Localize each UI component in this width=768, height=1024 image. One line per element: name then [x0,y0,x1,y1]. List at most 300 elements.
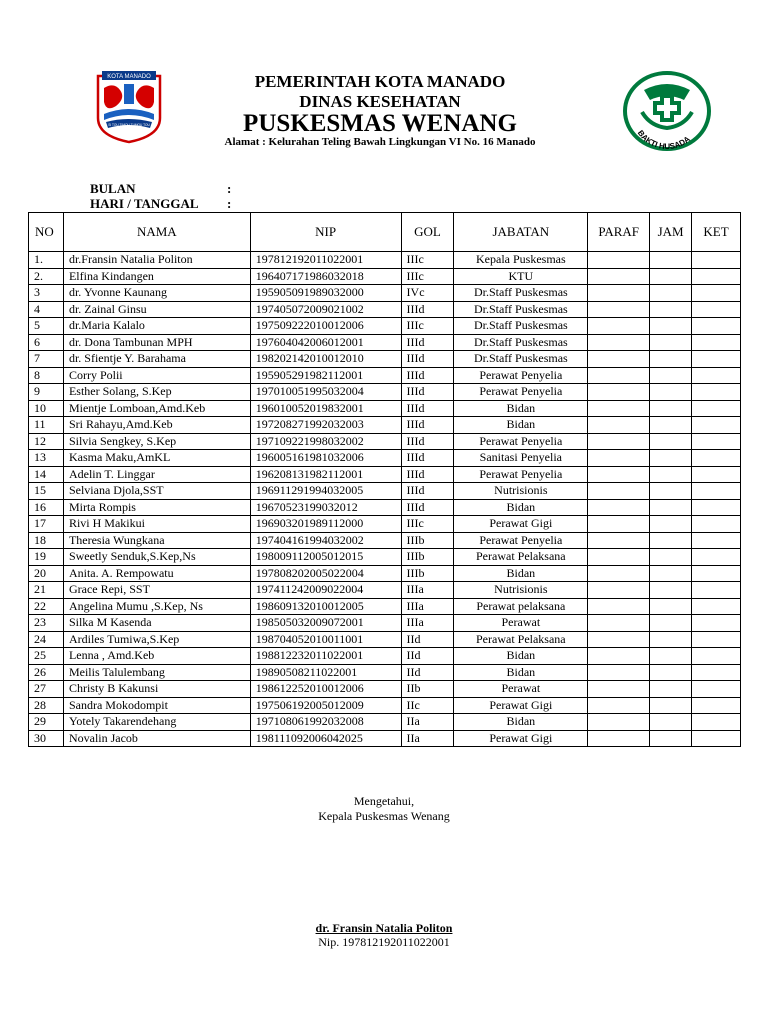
cell-nip: 198111092006042025 [250,730,401,747]
table-row [29,318,741,335]
cell-gol: IIId [401,417,454,434]
cell-nama: dr. Zainal Ginsu [63,301,250,318]
cell-paraf [588,367,650,384]
cell-jam [650,318,692,335]
cell-paraf [588,681,650,698]
cell-jabatan: Dr.Staff Puskesmas [454,318,588,335]
cell-nip: 196407171986032018 [250,268,401,285]
cell-gol: IIIa [401,615,454,632]
cell-no: 11 [29,417,64,434]
cell-ket [692,730,741,747]
cell-gol: IIId [401,483,454,500]
table-body [29,252,741,747]
cell-gol: IVc [401,285,454,302]
table-row [29,301,741,318]
cell-gol: IIId [401,301,454,318]
cell-gol: IIIb [401,549,454,566]
cell-no: 3 [29,285,64,302]
cell-nama: Corry Polii [63,367,250,384]
cell-ket [692,664,741,681]
cell-jabatan: Bidan [454,714,588,731]
cell-nama: Angelina Mumu ,S.Kep, Ns [63,598,250,615]
bulan-field [90,181,231,197]
cell-jabatan: Perawat Gigi [454,730,588,747]
table-row [29,664,741,681]
cell-gol: IIIa [401,582,454,599]
cell-no: 12 [29,433,64,450]
cell-paraf [588,433,650,450]
cell-jam [650,367,692,384]
cell-nip: 198704052010011001 [250,631,401,648]
cell-nip: 197509222010012006 [250,318,401,335]
cell-no: 19 [29,549,64,566]
cell-nama: Rivi H Makikui [63,516,250,533]
cell-jam [650,714,692,731]
cell-jam [650,483,692,500]
cell-nip: 197109221998032002 [250,433,401,450]
cell-nama: Selviana Djola,SST [63,483,250,500]
cell-nama: dr.Fransin Natalia Politon [63,252,250,269]
cell-no: 29 [29,714,64,731]
cell-jam [650,252,692,269]
cell-ket [692,582,741,599]
cell-nip: 197405072009021002 [250,301,401,318]
cell-gol: IIIc [401,318,454,335]
cell-paraf [588,450,650,467]
cell-gol: IIId [401,466,454,483]
cell-ket [692,367,741,384]
cell-gol: IId [401,648,454,665]
cell-nip: 197604042006012001 [250,334,401,351]
cell-gol: IIIb [401,532,454,549]
cell-jam [650,730,692,747]
cell-nip: 197411242009022004 [250,582,401,599]
signer-name: dr. Fransin Natalia Politon [315,921,453,935]
cell-ket [692,334,741,351]
cell-jabatan: Bidan [454,499,588,516]
table-row [29,681,741,698]
svg-text:SI TOU TIMOU TUMOU TOU: SI TOU TIMOU TUMOU TOU [108,123,150,127]
cell-jabatan: Perawat pelaksana [454,598,588,615]
cell-jam [650,417,692,434]
cell-jabatan: Nutrisionis [454,582,588,599]
cell-jam [650,301,692,318]
table-row [29,483,741,500]
table-row [29,384,741,401]
cell-paraf [588,400,650,417]
cell-nama: Silvia Sengkey, S.Kep [63,433,250,450]
table-row [29,714,741,731]
cell-nip: 197812192011022001 [250,252,401,269]
cell-no: 1. [29,252,64,269]
cell-nip: 198612252010012006 [250,681,401,698]
cell-jabatan: Bidan [454,648,588,665]
cell-nama: dr. Sfientje Y. Barahama [63,351,250,368]
cell-paraf [588,664,650,681]
cell-nip: 198009112005012015 [250,549,401,566]
cell-jam [650,499,692,516]
cell-nama: Christy B Kakunsi [63,681,250,698]
cell-jabatan: Bidan [454,664,588,681]
header-no: NO [29,213,64,252]
cell-ket [692,615,741,632]
puskesmas-title: PUSKESMAS WENANG [243,110,517,137]
cell-gol: IIId [401,367,454,384]
table-row [29,351,741,368]
cell-ket [692,351,741,368]
government-title: PEMERINTAH KOTA MANADO [254,72,506,91]
cell-no: 25 [29,648,64,665]
table-row [29,615,741,632]
cell-jabatan: Perawat [454,681,588,698]
cell-gol: IIId [401,433,454,450]
svg-text:KOTA MANADO: KOTA MANADO [107,74,151,80]
cell-ket [692,598,741,615]
cell-jabatan: Perawat Gigi [454,697,588,714]
cell-paraf [588,565,650,582]
cell-no: 27 [29,681,64,698]
cell-jabatan: Perawat Penyelia [454,433,588,450]
svg-text:BAKTI HUSADA: BAKTI HUSADA [635,128,692,152]
cell-ket [692,433,741,450]
acknowledgement: Mengetahui, [353,794,415,808]
cell-jam [650,268,692,285]
cell-ket [692,631,741,648]
cell-nip: 198609132010012005 [250,598,401,615]
table-row [29,334,741,351]
cell-gol: IIIc [401,252,454,269]
cell-paraf [588,466,650,483]
header-ket: KET [692,213,741,252]
table-row [29,565,741,582]
cell-ket [692,483,741,500]
cell-nama: Mirta Rompis [63,499,250,516]
cell-no: 6 [29,334,64,351]
cell-jabatan: Sanitasi Penyelia [454,450,588,467]
cell-gol: IIId [401,384,454,401]
cell-nip: 198505032009072001 [250,615,401,632]
cell-nama: Sandra Mokodompit [63,697,250,714]
cell-no: 30 [29,730,64,747]
cell-nama: Ardiles Tumiwa,S.Kep [63,631,250,648]
cell-paraf [588,516,650,533]
cell-no: 20 [29,565,64,582]
cell-nip: 197506192005012009 [250,697,401,714]
table-row [29,268,741,285]
address-line: Alamat : Kelurahan Teling Bawah Lingkungan VI No. 16 Manado [224,136,536,148]
table-header-row [29,213,741,252]
cell-gol: IIIb [401,565,454,582]
cell-ket [692,450,741,467]
cell-paraf [588,384,650,401]
cell-no: 7 [29,351,64,368]
header-paraf: PARAF [588,213,650,252]
cell-nip: 195905091989032000 [250,285,401,302]
cell-no: 5 [29,318,64,335]
table-row [29,648,741,665]
table-row [29,367,741,384]
cell-no: 24 [29,631,64,648]
cell-nip: 197808202005022004 [250,565,401,582]
cell-jabatan: Dr.Staff Puskesmas [454,285,588,302]
kota-manado-logo [90,66,168,144]
cell-nip: 197404161994032002 [250,532,401,549]
cell-no: 16 [29,499,64,516]
cell-jam [650,549,692,566]
cell-nip: 196903201989112000 [250,516,401,533]
cell-paraf [588,730,650,747]
cell-ket [692,466,741,483]
cell-nip: 196005161981032006 [250,450,401,467]
header-jabatan: JABATAN [454,213,588,252]
cell-jam [650,334,692,351]
cell-nip: 196010052019832001 [250,400,401,417]
cell-jam [650,351,692,368]
cell-paraf [588,648,650,665]
signer-title: Kepala Puskesmas Wenang [318,809,450,823]
table-row [29,433,741,450]
cell-gol: IIId [401,351,454,368]
table-row [29,400,741,417]
cell-jabatan: Perawat Penyelia [454,532,588,549]
cell-no: 8 [29,367,64,384]
cell-no: 4 [29,301,64,318]
cell-jabatan: Bidan [454,565,588,582]
cell-jabatan: Dr.Staff Puskesmas [454,351,588,368]
cell-paraf [588,499,650,516]
cell-nip: 197010051995032004 [250,384,401,401]
cell-nama: Elfina Kindangen [63,268,250,285]
cell-no: 14 [29,466,64,483]
cell-no: 10 [29,400,64,417]
header-gol: GOL [401,213,454,252]
table-row [29,252,741,269]
cell-nama: Silka M Kasenda [63,615,250,632]
cell-jam [650,400,692,417]
cell-nama: Yotely Takarendehang [63,714,250,731]
cell-jabatan: KTU [454,268,588,285]
cell-nip: 19670523199032012 [250,499,401,516]
cell-ket [692,697,741,714]
cell-nama: Theresia Wungkana [63,532,250,549]
cell-nama: Anita. A. Rempowatu [63,565,250,582]
cell-ket [692,301,741,318]
cell-gol: IIc [401,697,454,714]
tanggal-field [90,196,231,212]
cell-jam [650,598,692,615]
cell-jabatan: Bidan [454,417,588,434]
cell-gol: IId [401,664,454,681]
cell-no: 23 [29,615,64,632]
table-row [29,598,741,615]
cell-jabatan: Dr.Staff Puskesmas [454,301,588,318]
table-row [29,417,741,434]
tanggal-colon: : [227,196,232,211]
cell-nama: Adelin T. Linggar [63,466,250,483]
cell-ket [692,532,741,549]
table-row [29,516,741,533]
table-row [29,730,741,747]
cell-no: 26 [29,664,64,681]
cell-paraf [588,532,650,549]
cell-jabatan: Perawat Pelaksana [454,631,588,648]
table-row [29,285,741,302]
cell-jam [650,582,692,599]
cell-nama: dr.Maria Kalalo [63,318,250,335]
cell-no: 17 [29,516,64,533]
cell-nama: dr. Dona Tambunan MPH [63,334,250,351]
cell-gol: IIIc [401,268,454,285]
cell-jabatan: Perawat Pelaksana [454,549,588,566]
cell-nama: Meilis Talulembang [63,664,250,681]
cell-gol: IIId [401,499,454,516]
bakti-husada-logo [622,70,712,152]
cell-jam [650,450,692,467]
cell-ket [692,285,741,302]
cell-jam [650,664,692,681]
cell-jam [650,516,692,533]
cell-nip: 198812232011022001 [250,648,401,665]
cell-nip: 198202142010012010 [250,351,401,368]
cell-no: 21 [29,582,64,599]
cell-ket [692,318,741,335]
cell-ket [692,400,741,417]
cell-paraf [588,631,650,648]
cell-nama: Esther Solang, S.Kep [63,384,250,401]
cell-paraf [588,318,650,335]
cell-nip: 197108061992032008 [250,714,401,731]
cell-paraf [588,417,650,434]
cell-ket [692,268,741,285]
cell-ket [692,417,741,434]
attendance-table [28,212,741,747]
table-row [29,466,741,483]
cell-jam [650,433,692,450]
cell-nip: 19890508211022001 [250,664,401,681]
cell-no: 9 [29,384,64,401]
cell-paraf [588,252,650,269]
cell-no: 18 [29,532,64,549]
table-row [29,549,741,566]
cell-jabatan: Perawat [454,615,588,632]
cell-gol: IIa [401,714,454,731]
tanggal-label: HARI / TANGGAL [90,196,199,211]
cell-paraf [588,351,650,368]
cell-paraf [588,697,650,714]
cell-jam [650,285,692,302]
cell-jam [650,615,692,632]
cell-ket [692,648,741,665]
cell-jabatan: Perawat Penyelia [454,367,588,384]
cell-jabatan: Perawat Gigi [454,516,588,533]
cell-gol: IIId [401,334,454,351]
cell-ket [692,516,741,533]
cell-paraf [588,301,650,318]
cell-gol: IIId [401,450,454,467]
cell-nama: Sweetly Senduk,S.Kep,Ns [63,549,250,566]
cell-jam [650,565,692,582]
cell-nama: dr. Yvonne Kaunang [63,285,250,302]
cell-jabatan: Nutrisionis [454,483,588,500]
cell-jabatan: Perawat Penyelia [454,384,588,401]
header-jam: JAM [650,213,692,252]
cell-paraf [588,582,650,599]
cell-gol: IId [401,631,454,648]
table-row [29,631,741,648]
cell-jabatan: Kepala Puskesmas [454,252,588,269]
cell-nama: Novalin Jacob [63,730,250,747]
cell-nama: Lenna , Amd.Keb [63,648,250,665]
cell-nama: Kasma Maku,AmKL [63,450,250,467]
cell-paraf [588,334,650,351]
cell-nip: 195905291982112001 [250,367,401,384]
cell-jabatan: Bidan [454,400,588,417]
bulan-colon: : [227,181,232,196]
cell-ket [692,549,741,566]
header-nama: NAMA [63,213,250,252]
cell-nama: Grace Repi, SST [63,582,250,599]
cell-gol: IIa [401,730,454,747]
cell-ket [692,714,741,731]
table-row [29,532,741,549]
cell-nama: Sri Rahayu,Amd.Keb [63,417,250,434]
cell-no: 15 [29,483,64,500]
cell-nama: Mientje Lomboan,Amd.Keb [63,400,250,417]
cell-nip: 197208271992032003 [250,417,401,434]
cell-paraf [588,285,650,302]
table-row [29,697,741,714]
signer-nip: Nip. 197812192011022001 [318,935,450,949]
cell-ket [692,499,741,516]
cell-paraf [588,714,650,731]
cell-ket [692,565,741,582]
cell-no: 28 [29,697,64,714]
table-row [29,450,741,467]
table-row [29,499,741,516]
cell-gol: IIIc [401,516,454,533]
cell-jam [650,384,692,401]
cell-paraf [588,483,650,500]
cell-no: 22 [29,598,64,615]
cell-ket [692,384,741,401]
cell-nip: 196208131982112001 [250,466,401,483]
cell-paraf [588,598,650,615]
cell-jam [650,697,692,714]
cell-jam [650,532,692,549]
cell-jabatan: Perawat Penyelia [454,466,588,483]
bulan-label: BULAN [90,181,136,196]
cell-paraf [588,549,650,566]
cell-gol: IIIa [401,598,454,615]
cell-nip: 196911291994032005 [250,483,401,500]
cell-paraf [588,615,650,632]
cell-jam [650,631,692,648]
header-nip: NIP [250,213,401,252]
cell-no: 2. [29,268,64,285]
cell-ket [692,681,741,698]
cell-ket [692,252,741,269]
cell-gol: IIb [401,681,454,698]
cell-paraf [588,268,650,285]
cell-gol: IIId [401,400,454,417]
table-row [29,582,741,599]
cell-no: 13 [29,450,64,467]
cell-jam [650,466,692,483]
department-title: DINAS KESEHATAN [299,92,461,111]
cell-jam [650,681,692,698]
cell-jabatan: Dr.Staff Puskesmas [454,334,588,351]
cell-jam [650,648,692,665]
